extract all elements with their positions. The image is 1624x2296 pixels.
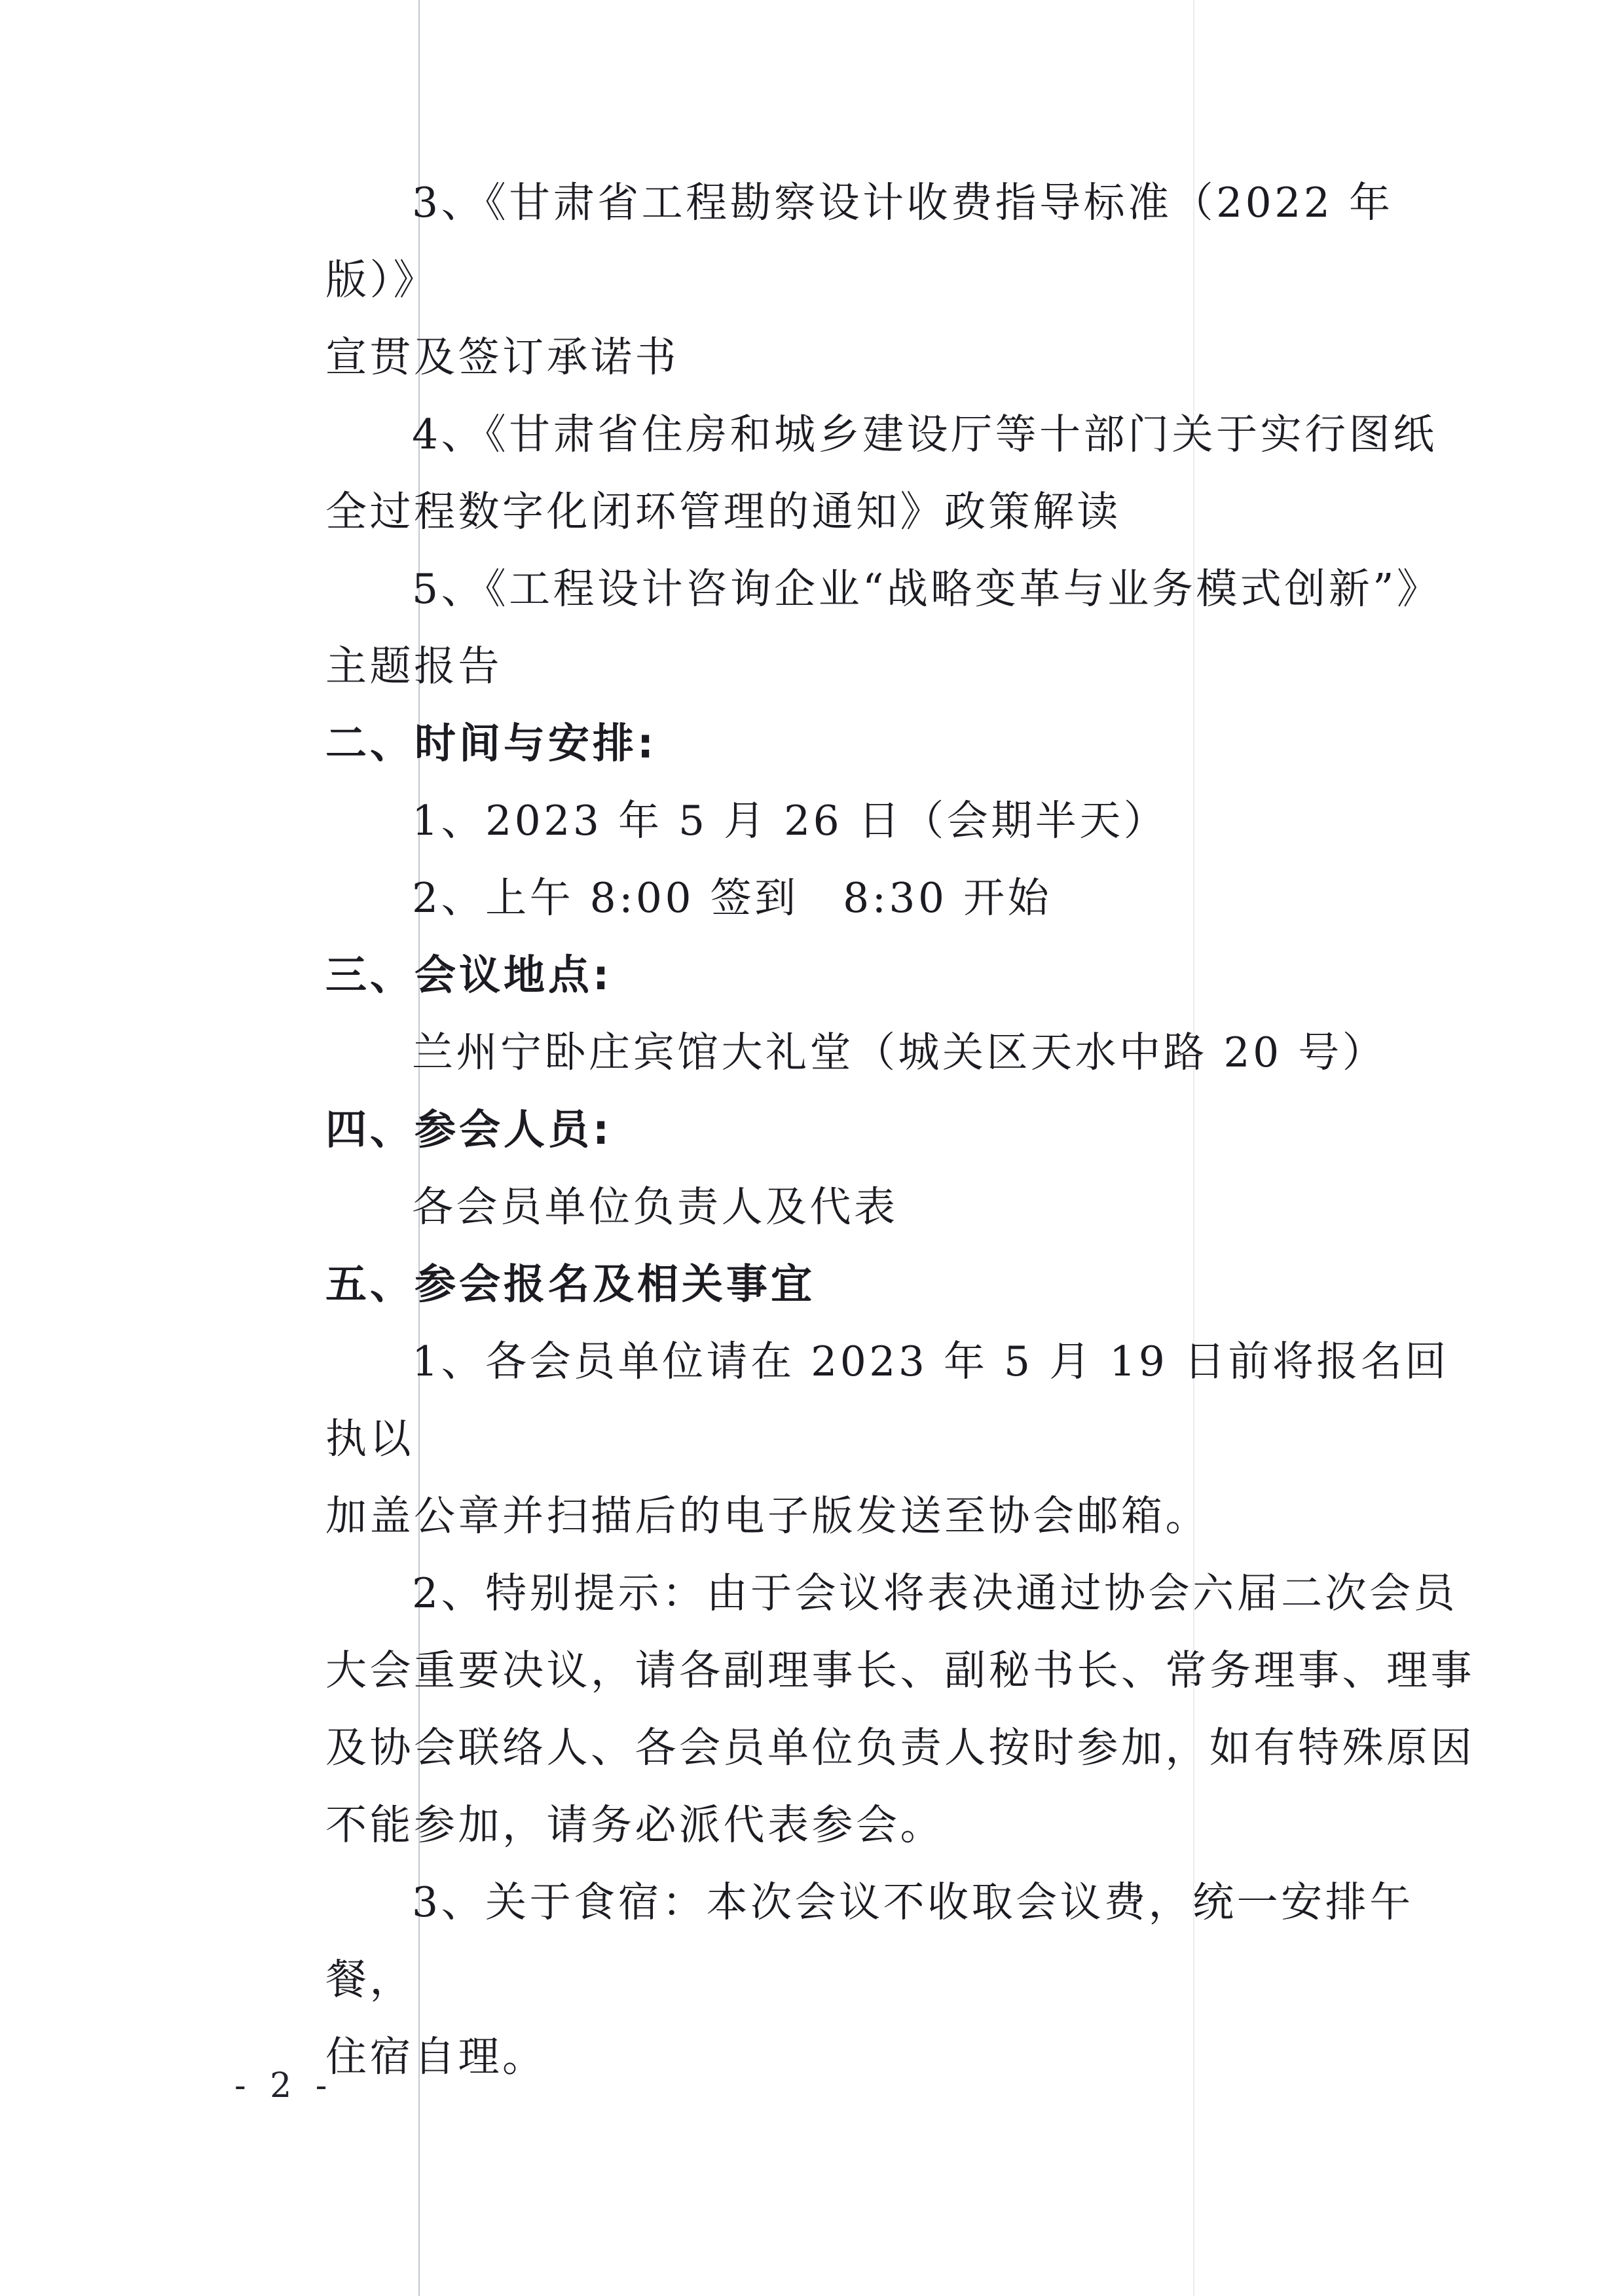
- attendees-detail: 各会员单位负责人及代表: [412, 1183, 898, 1231]
- registration-item-2-continued-c: 不能参加，请务必派代表参会。: [325, 1801, 944, 1849]
- agenda-item-3: 3、《甘肃省工程勘察设计收费指导标准（2022 年版）》: [325, 179, 1393, 304]
- time-item-1: 1、2023 年 5 月 26 日（会期半天）: [412, 797, 1168, 845]
- agenda-item-3-continued: 宣贯及签订承诺书: [325, 333, 679, 381]
- registration-item-2: 2、特别提示：由于会议将表决通过协会六届二次会员: [412, 1569, 1458, 1617]
- registration-item-3-continued: 住宿自理。: [325, 2033, 547, 2081]
- agenda-item-5: 5、《工程设计咨询企业“战略变革与业务模式创新”》: [412, 565, 1441, 613]
- registration-item-1: 1、各会员单位请在 2023 年 5 月 19 日前将报名回执以: [325, 1338, 1449, 1463]
- section-heading-registration: 五、参会报名及相关事宜: [325, 1260, 815, 1308]
- venue-detail: 兰州宁卧庄宾馆大礼堂（城关区天水中路 20 号）: [412, 1029, 1387, 1076]
- registration-item-2-continued-a: 大会重要决议，请各副理事长、副秘书长、常务理事、理事: [325, 1647, 1475, 1694]
- agenda-item-4: 4、《甘肃省住房和城乡建设厅等十部门关于实行图纸: [412, 410, 1437, 458]
- section-heading-attendees: 四、参会人员:: [325, 1106, 613, 1154]
- section-heading-venue: 三、会议地点:: [325, 951, 613, 999]
- registration-item-1-continued: 加盖公章并扫描后的电子版发送至协会邮箱。: [325, 1492, 1209, 1540]
- agenda-item-4-continued: 全过程数字化闭环管理的通知》政策解读: [325, 488, 1121, 536]
- section-heading-time: 二、时间与安排:: [325, 720, 657, 767]
- agenda-item-5-continued: 主题报告: [325, 642, 502, 690]
- registration-item-3: 3、关于食宿：本次会议不收取会议费，统一安排午餐，: [325, 1878, 1414, 2003]
- document-body: [325, 164, 1479, 2096]
- time-item-2: 2、上午 8:00 签到 8:30 开始: [412, 874, 1052, 922]
- registration-item-2-continued-b: 及协会联络人、各会员单位负责人按时参加，如有特殊原因: [325, 1724, 1475, 1772]
- page-number: - 2 -: [234, 2066, 334, 2105]
